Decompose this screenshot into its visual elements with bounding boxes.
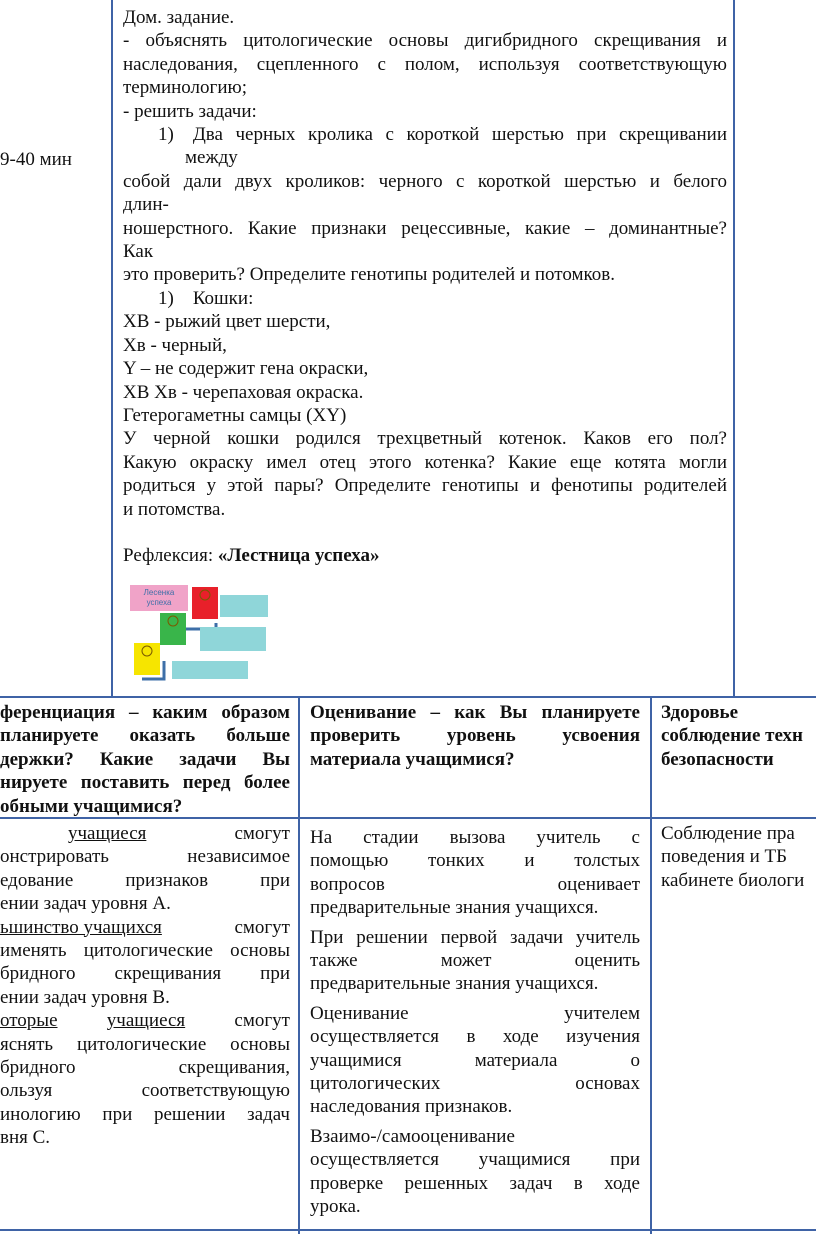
health-cell — [661, 822, 816, 892]
header-line: нируете поставить перед более — [0, 772, 290, 794]
reflection-line — [123, 544, 727, 567]
header-line: ференциация – каким образом — [0, 702, 290, 723]
task-1-line: Как — [123, 241, 154, 263]
ladder-title-text: Лесенка успеха — [143, 588, 175, 607]
task-1-line: между — [185, 147, 238, 169]
header-line: обными учащимися? — [0, 795, 183, 817]
diff-line: именять цитологические основы — [0, 940, 290, 962]
table-border-upper-right — [733, 0, 735, 697]
task-2-line: и потомства. — [123, 498, 226, 520]
header-line: держки? Какие задачи Вы — [0, 748, 290, 770]
task-2-line: Гетерогаметны самцы (ХY) — [123, 404, 347, 426]
green-step-note — [200, 627, 266, 651]
diff-line: учащиеся смогут — [68, 823, 290, 844]
task-1-line: ношерстного. Какие признаки рецессивные, какие – доминантные? — [123, 217, 727, 239]
header-line: Оценивание – как Вы планируете — [310, 702, 640, 723]
diff-line: онстрировать независимое — [0, 846, 290, 868]
blank-line — [123, 521, 727, 544]
yellow-step-note — [172, 661, 248, 679]
header-line: соблюдение техн — [661, 725, 804, 747]
task-2-line: Хв - черный, — [123, 334, 227, 356]
header-line: Здоровье — [661, 702, 739, 723]
task-1-line: длин- — [123, 194, 169, 216]
assessment-cell — [310, 826, 640, 1219]
homework-line: - объяснять цитологические основы дигибридного скрещивания и — [123, 30, 727, 52]
assessment-paragraph: Взаимо-/самооценивание осуществляется учащимися при проверке решенных задач в ходе урока. — [310, 1125, 640, 1218]
task-2-line: родиться у этой пары? Определите генотипы и фенотипы родителей — [123, 475, 727, 497]
time-text: 9-40 мин — [0, 149, 72, 170]
task-2-line: Какую окраску имел отец этого котенка? Какие еще котята могли — [123, 451, 727, 473]
health-line: Соблюдение пра — [661, 823, 795, 844]
homework-heading: Дом. задание. — [123, 7, 235, 28]
diff-line: бридного скрещивания, — [0, 1057, 290, 1079]
green-step — [160, 613, 186, 645]
diff-line: ользуя соответствующую — [0, 1080, 290, 1102]
success-ladder-image — [128, 583, 274, 693]
diff-line: вня С. — [0, 1127, 51, 1149]
diff-line: ении задач уровня А. — [0, 893, 171, 915]
header-line: безопасности — [661, 748, 774, 770]
task-1-line: это проверить? Определите генотипы родителей и потомков. — [123, 264, 615, 286]
task-2-line: У черной кошки родился трехцветный котенок. Каков его пол? — [123, 428, 727, 450]
diff-line: ении задач уровня В. — [0, 986, 170, 1008]
task-2-line: ХВ - рыжий цвет шерсти, — [123, 311, 331, 333]
assessment-paragraph: При решении первой задачи учитель также может оценить предварительные знания учащихся. — [310, 926, 640, 995]
homework-cell — [123, 6, 727, 568]
diff-line: яснять цитологические основы — [0, 1033, 290, 1055]
header-assessment — [310, 701, 640, 771]
header-line: проверить уровень усвоения — [310, 725, 640, 747]
homework-line: терминологию; — [123, 77, 247, 99]
diff-line: ьшинство учащихся смогут — [0, 916, 290, 938]
table-border-col2 — [298, 696, 300, 1234]
task-2-line: Y – не содержит гена окраски, — [123, 358, 369, 380]
red-step — [192, 587, 218, 619]
assessment-paragraph: Оценивание учителем осуществляется в ходе изучения учащимися материала о цитологических основах наследования признаков. — [310, 1002, 640, 1118]
yellow-step — [134, 643, 160, 675]
task-1-line: собой дали двух кроликов: черного с короткой шерстью и белого — [123, 170, 727, 192]
health-line: поведения и ТБ — [661, 846, 788, 868]
header-health — [661, 701, 816, 771]
table-border-left-column — [111, 0, 113, 697]
task-2-heading: 1) Кошки: — [158, 287, 254, 309]
diff-line: бридного скрещивания при — [0, 963, 290, 985]
task-1-line: 1) Два черных кролика с короткой шерстью при скрещивании — [158, 124, 727, 146]
table-border-upper-row-bottom — [0, 696, 816, 698]
table-border-col3 — [650, 696, 652, 1234]
health-line: кабинете биологи — [661, 869, 805, 891]
diff-line: оторые учащиеся смогут — [0, 1010, 290, 1032]
reflection-title: «Лестница успеха» — [217, 545, 380, 567]
red-step-note — [220, 595, 268, 617]
header-line: материала учащимися? — [310, 748, 515, 770]
diff-line: инологию при решении задач — [0, 1103, 290, 1125]
header-differentiation — [0, 701, 290, 818]
time-cell — [0, 148, 72, 171]
reflection-label: Рефлексия: — [123, 545, 218, 567]
table-border-bottom — [0, 1229, 816, 1231]
homework-line: - решить задачи: — [123, 100, 257, 122]
differentiation-cell — [0, 822, 290, 1150]
task-2-line: ХВ Хв - черепаховая окраска. — [123, 381, 364, 403]
assessment-paragraph: На стадии вызова учитель с помощью тонких и толстых вопросов оценивает предварительные знания учащихся. — [310, 827, 640, 919]
header-line: планируете оказать больше — [0, 725, 290, 747]
diff-line: едование признаков при — [0, 869, 290, 891]
homework-line: наследования, сцепленного с полом, используя соответствующую — [123, 53, 727, 75]
